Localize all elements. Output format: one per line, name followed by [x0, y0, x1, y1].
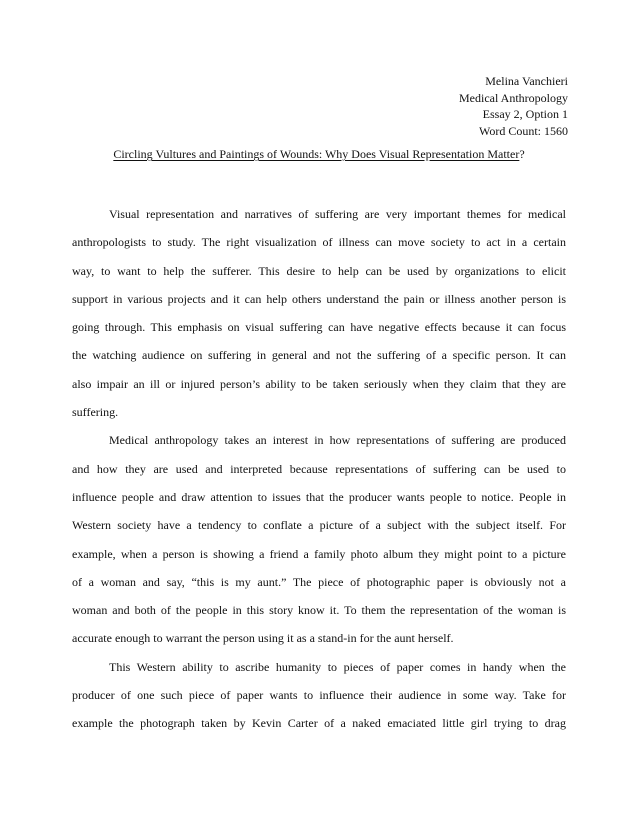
body-line: producer of one such piece of paper wants to influence their audience in some way. Take for: [72, 688, 566, 703]
assignment-label: Essay 2, Option 1: [482, 107, 568, 121]
body-line: of a woman and say, “this is my aunt.” The piece of photographic paper is obviously not a: [72, 574, 566, 589]
body-line: example the photograph taken by Kevin Carter of a naked emaciated little girl trying to drag: [72, 716, 566, 731]
body-line: influence people and draw attention to issues that the producer wants people to notice. People in: [72, 489, 566, 504]
body-line: example, when a person is showing a friend a family photo album they might point to a picture: [72, 546, 566, 561]
body-line: going through. This emphasis on visual suffering can have negative effects because it can focus: [72, 320, 566, 335]
body-line: accurate enough to warrant the person using it as a stand-in for the aunt herself.: [72, 631, 454, 646]
body-line: This Western ability to ascribe humanity to pieces of paper comes in handy when the: [109, 659, 566, 674]
body-line: support in various projects and it can help others understand the pain or illness another person is: [72, 291, 566, 306]
body-line: woman and both of the people in this story know it. To them the representation of the woman is: [72, 603, 566, 618]
body-line: anthropologists to study. The right visualization of illness can move society to act in a certain: [72, 235, 566, 250]
body-line: Western society have a tendency to conflate a picture of a subject with the subject itself. For: [72, 518, 566, 533]
author-name: Melina Vanchieri: [485, 74, 568, 88]
body-line: the watching audience on suffering in general and not the suffering of a specific person. It can: [72, 348, 566, 363]
body-line: Visual representation and narratives of suffering are very important themes for medical: [109, 207, 566, 221]
body-line: Medical anthropology takes an interest in how representations of suffering are produced: [109, 433, 566, 448]
course-name: Medical Anthropology: [459, 90, 568, 105]
essay-title-punct: ?: [519, 147, 525, 161]
essay-title-text: Circling Vultures and Paintings of Wounds: Why Does Visual Representation Matter: [113, 147, 520, 161]
body-line: suffering.: [72, 405, 119, 420]
body-line: and how they are used and interpreted because representations of suffering can be used to: [72, 461, 566, 476]
essay-body: [72, 200, 566, 738]
body-line: way, to want to help the sufferer. This desire to help can be used by organizations to elicit: [72, 263, 566, 278]
body-line: also impair an ill or injured person’s ability to be taken seriously when they claim that they are: [72, 376, 566, 391]
header-block: [459, 73, 568, 139]
essay-title: [0, 146, 638, 162]
word-count: Word Count: 1560: [478, 123, 568, 138]
